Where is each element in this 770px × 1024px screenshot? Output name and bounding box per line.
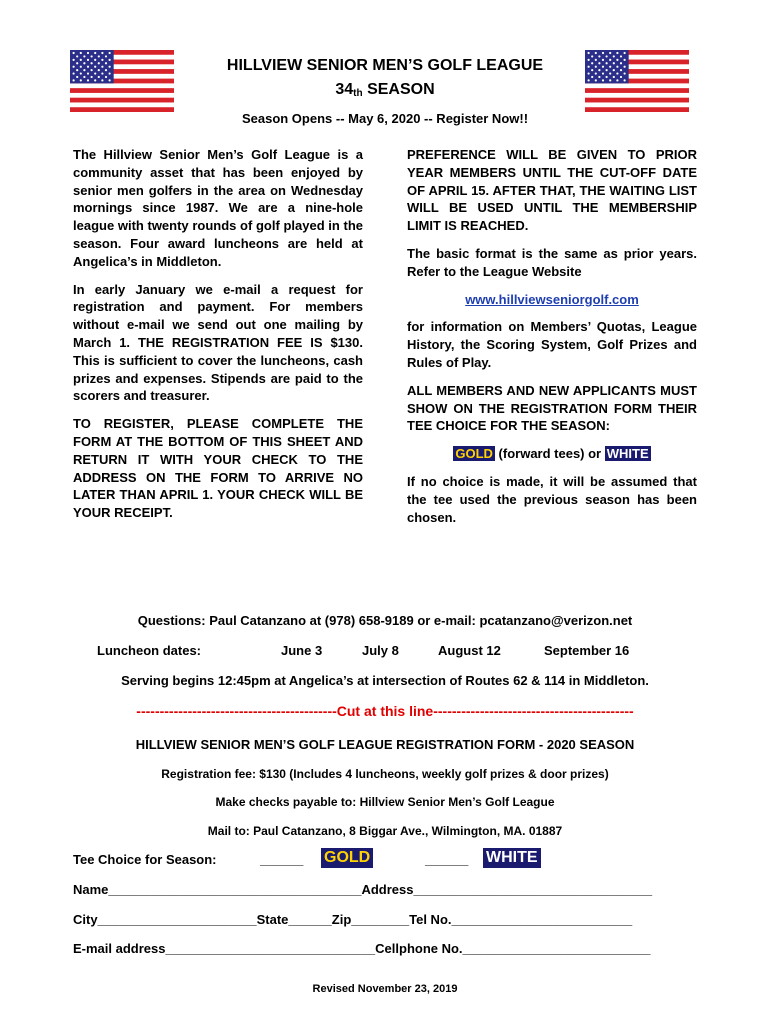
- registration-paragraph: In early January we e-mail a request for registration and payment. For members without e-mail we send out one mailing by March 1. THE REGISTRATION FEE IS $130. This is sufficient to cover the luncheons, cash prizes and expenses. Stipends are paid to the scorers and treasurer.: [73, 281, 363, 404]
- city-state-zip-tel-field[interactable]: City______________________State______Zip________Tel No._________________________: [73, 912, 633, 927]
- luncheon-label: Luncheon dates:: [97, 643, 202, 658]
- gold-tee-label: GOLD: [455, 446, 493, 462]
- tee-options: [407, 445, 697, 463]
- mail-to: Mail to: Paul Catanzano, 8 Biggar Ave., Wilmington, MA. 01887: [207, 824, 563, 838]
- left-column: [73, 146, 363, 532]
- season-num: 34: [335, 81, 354, 98]
- gold-choice-label: GOLD: [321, 848, 373, 868]
- form-title: HILLVIEW SENIOR MEN’S GOLF LEAGUE REGISTRATION FORM - 2020 SEASON: [135, 737, 635, 752]
- tee-choice-label: Tee Choice for Season:: [73, 852, 217, 867]
- american-flag-right: [585, 50, 689, 112]
- american-flag-icon: [585, 50, 689, 112]
- revised-date: Revised November 23, 2019: [312, 983, 458, 995]
- preference-paragraph: PREFERENCE WILL BE GIVEN TO PRIOR YEAR MEMBERS UNTIL THE CUT-OFF DATE OF APRIL 15. AFTER THAT, THE WAITING LIST WILL BE USED UNTIL THE MEMBERSHIP LIMIT IS REACHED.: [407, 147, 697, 234]
- info-paragraph: for information on Members’ Quotas, League History, the Scoring System, Golf Prizes and Rules of Play.: [407, 319, 697, 370]
- white-tee-label: WHITE: [606, 446, 649, 462]
- tee-requirement-paragraph: ALL MEMBERS AND NEW APPLICANTS MUST SHOW ON THE REGISTRATION FORM THEIR TEE CHOICE FOR THE SEASON:: [407, 382, 697, 434]
- american-flag-icon: [70, 50, 174, 112]
- gold-choice-blank[interactable]: ______: [260, 852, 304, 867]
- registration-fee: Registration fee: $130 (Includes 4 luncheons, weekly golf prizes & door prizes): [161, 767, 609, 781]
- page-header: [180, 55, 590, 126]
- serving-info: Serving begins 12:45pm at Angelica’s at intersection of Routes 62 & 114 in Middleton.: [121, 673, 649, 688]
- season-opens: Season Opens -- May 6, 2020 -- Register Now!!: [241, 111, 529, 126]
- questions-contact: Questions: Paul Catanzano at (978) 658-9189 or e-mail: pcatanzano@verizon.net: [137, 613, 633, 628]
- checks-payable: Make checks payable to: Hillview Senior Men’s Golf League: [215, 795, 555, 809]
- white-choice-blank[interactable]: ______: [425, 852, 469, 867]
- page-title: HILLVIEW SENIOR MEN’S GOLF LEAGUE: [226, 57, 544, 74]
- name-address-field[interactable]: Name___________________________________Address_________________________________: [73, 882, 653, 897]
- luncheon-date-2: July 8: [362, 643, 399, 658]
- how-to-register-paragraph: TO REGISTER, PLEASE COMPLETE THE FORM AT THE BOTTOM OF THIS SHEET AND RETURN IT WITH YOUR CHECK TO THE ADDRESS ON THE FORM TO ARRIVE NO LATER THAN APRIL 1. YOUR CHECK WILL BE YOUR RECEIPT.: [73, 416, 363, 521]
- american-flag-left: [70, 50, 174, 112]
- season-number: [180, 79, 590, 103]
- white-choice-label: WHITE: [483, 848, 541, 868]
- forward-tees-text: (forward tees) or: [494, 446, 605, 462]
- intro-paragraph: The Hillview Senior Men’s Golf League is a community asset that has been enjoyed by senior men golfers in the area on Wednesday mornings since 1987. We are a nine-hole league with twenty rounds of golf played in the season. Four award luncheons are held at Angelica’s in Middleton.: [73, 147, 363, 269]
- right-column: [407, 146, 697, 536]
- luncheon-date-3: August 12: [438, 643, 501, 658]
- season-word: SEASON: [367, 81, 435, 98]
- league-website-link[interactable]: www.hillviewseniorgolf.com: [465, 291, 639, 307]
- default-tee-paragraph: If no choice is made, it will be assumed that the tee used the previous season has been chosen.: [407, 473, 697, 525]
- season-suffix: th: [353, 88, 363, 99]
- luncheon-date-4: September 16: [544, 643, 630, 658]
- email-cellphone-field[interactable]: E-mail address_____________________________Cellphone No.__________________________: [73, 941, 651, 956]
- format-paragraph: The basic format is the same as prior years. Refer to the League Website: [407, 245, 697, 279]
- tee-choice-row: [73, 849, 538, 867]
- cut-line: -------------------------------------------Cut at this line-------------------------------------------: [136, 703, 634, 719]
- luncheon-date-1: June 3: [281, 643, 323, 658]
